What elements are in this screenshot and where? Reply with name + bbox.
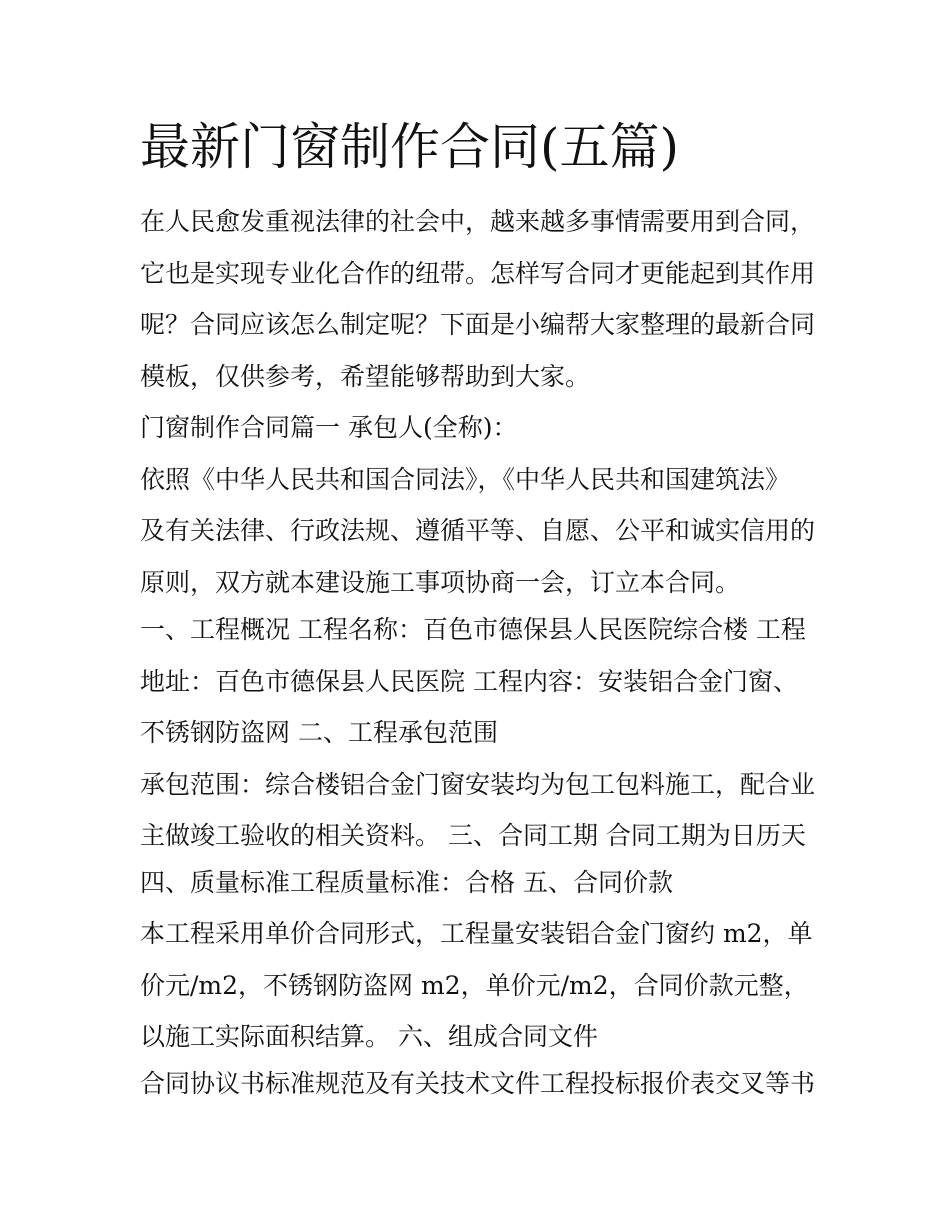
body-line: 它也是实现专业化合作的纽带。怎样写合同才更能起到其作用 [140,259,816,288]
body-line: 地址：百色市德保县人民医院 工程内容：安装铝合金门窗、 [140,667,798,696]
body-line: 门窗制作合同篇一 承包人(全称)： [140,413,518,442]
body-line: 四、质量标准工程质量标准：合格 五、合同价款 [140,868,673,897]
body-line: 呢？合同应该怎么制定呢？下面是小编帮大家整理的最新合同 [140,310,816,339]
body-line: 价元/m2，不锈钢防盗网 m2，单价元/m2，合同价款元整， [140,971,809,1000]
body-line: 以施工实际面积结算。 六、组成合同文件 [140,1022,598,1051]
body-line: 承包范围：综合楼铝合金门窗安装均为包工包料施工，配合业 [140,770,816,799]
document-title: 最新门窗制作合同(五篇) [140,118,680,176]
body-line: 模板，仅供参考，希望能够帮助到大家。 [140,362,591,391]
body-line: 合同协议书标准规范及有关技术文件工程投标报价表交叉等书 [140,1069,816,1098]
body-line: 及有关法律、行政法规、遵循平等、自愿、公平和诚实信用的 [140,516,816,545]
body-line: 本工程采用单价合同形式，工程量安装铝合金门窗约 m2，单 [140,919,813,948]
body-line: 不锈钢防盗网 二、工程承包范围 [140,718,498,747]
body-line: 依照《中华人民共和国合同法》，《中华人民共和国建筑法》 [140,465,791,494]
body-line: 主做竣工验收的相关资料。 三、合同工期 合同工期为日历天 [140,821,806,850]
body-line: 一、工程概况 工程名称：百色市德保县人民医院综合楼 工程 [140,615,806,644]
body-line: 在人民愈发重视法律的社会中，越来越多事情需要用到合同， [140,207,816,236]
body-line: 原则，双方就本建设施工事项协商一会，订立本合同。 [140,568,741,597]
